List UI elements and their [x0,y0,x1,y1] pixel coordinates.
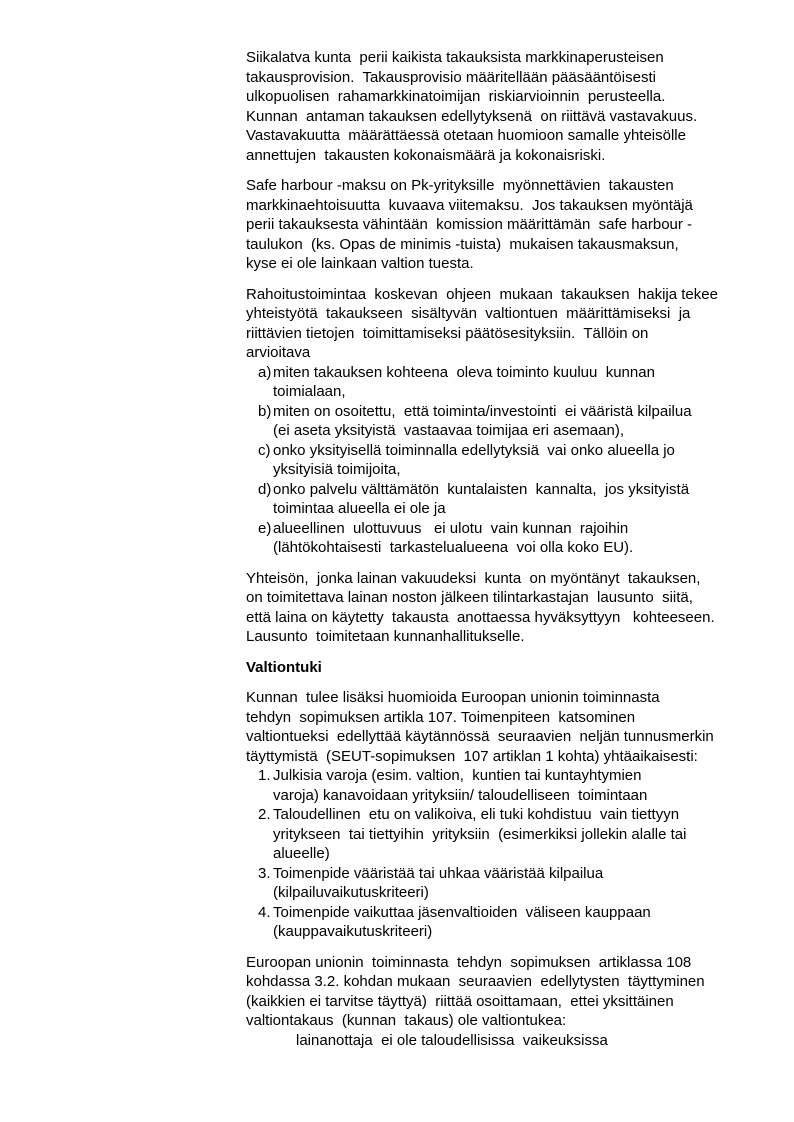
list-item-marker: 2. [258,806,271,823]
list-item [258,519,786,558]
text-line: Euroopan unionin toiminnasta tehdyn sopimuksen artiklassa 108 [246,953,692,971]
text-line: onko yksityisellä toiminnalla edellytyksiä vai onko alueella jo [273,441,675,459]
list-item [258,363,786,402]
text-line: kohdassa 3.2. kohdan mukaan seuraavien edellytysten täyttyminen [246,973,705,990]
text-line: Kunnan tulee lisäksi huomioida Euroopan unionin toiminnasta [246,689,660,706]
text-line: Julkisia varoja (esim. valtion, kuntien tai kuntayhtymien [273,767,642,784]
list-item-marker: b) [258,402,272,420]
text-line: Siikalatva kunta perii kaikista takauksista markkinaperusteisen [246,49,664,66]
text-line: miten on osoitettu, että toiminta/investointi ei vääristä kilpailua [273,402,692,420]
text-line: annettujen takausten kokonaismäärä ja kokonaisriski. [246,146,606,164]
text-line: arvioitava [246,344,311,361]
list-item-text [273,441,786,480]
text-line: ulkopuolisen rahamarkkinatoimijan riskiarvioinnin perusteella. [246,88,666,105]
list-item-marker: d) [258,480,272,498]
list-item-text [273,402,786,441]
list-arviointikohdat [246,363,786,558]
list-item-marker: 3. [258,864,271,882]
text-line: alueelle) [273,845,330,862]
list-item-text [273,766,786,805]
text-line: perii takauksesta vähintään komission määrittämän safe harbour - [246,216,693,233]
text-line: toimialaan, [273,383,346,400]
text-line: taulukon (ks. Opas de minimis -tuista) mukaisen takausmaksun, [246,235,679,253]
list-item-text [273,903,786,942]
text-line: alueellinen ulottuvuus ei ulotu vain kunnan rajoihin [273,519,629,537]
list-item [258,441,786,480]
list-item [258,903,786,942]
text-line: yritykseen tai tiettyihin yrityksiin (esimerkiksi jollekin alalle tai [273,825,687,843]
list-item-text [273,480,786,519]
list-item-marker: a) [258,363,272,381]
text-line: onko palvelu välttämätön kuntalaisten kannalta, jos yksityistä [273,480,690,498]
text-line: takausprovision. Takausprovisio määritellään pääsääntöisesti [246,68,656,86]
list-item-marker: c) [258,441,271,459]
text-line: Lausunto toimitetaan kunnanhallitukselle. [246,628,525,645]
text-line: yhteistyötä takaukseen sisältyvän valtiontuen määrittämiseksi ja [246,305,691,322]
text-line: kyse ei ole lainkaan valtion tuesta. [246,255,474,272]
text-line: tehdyn sopimuksen artikla 107. Toimenpiteen katsominen [246,708,636,726]
text-line: Toimenpide vääristää tai uhkaa vääristää kilpailua [273,864,604,882]
list-item [258,864,786,903]
list-valtiontuen-tunnusmerkit [246,766,786,942]
para-seut-artikla-108 [246,953,786,1031]
list-item-text [273,519,786,558]
text-line: että laina on käytetty takausta anottaessa hyväksyttyyn kohteeseen. [246,608,715,626]
text-line: (ei aseta yksityistä vastaavaa toimijaa eri asemaan), [273,422,624,439]
text-line: Taloudellinen etu on valikoiva, eli tuki kohdistuu vain tiettyyn [273,806,680,823]
para-takausprovisio [246,48,786,165]
list-item [258,805,786,864]
text-line: varoja) kanavoidaan yrityksiin/ taloudelliseen toimintaan [273,786,648,804]
text-line: Kunnan antaman takauksen edellytyksenä on riittävä vastavakuus. [246,107,698,125]
list-item-marker: e) [258,519,272,537]
text-line: toimintaa alueella ei ole ja [273,500,446,517]
text-line: täyttymistä (SEUT-sopimuksen 107 artiklan 1 kohta) yhtäaikaisesti: [246,747,698,765]
text-line: Yhteisön, jonka lainan vakuudeksi kunta on myöntänyt takauksen, [246,569,701,587]
text-line: valtiontakaus (kunnan takaus) ole valtiontukea: [246,1012,567,1029]
heading-valtiontuki: Valtiontuki [246,658,322,676]
para-tilintarkastajan-lausunto [246,569,786,647]
text-line: Safe harbour -maksu on Pk-yrityksille myönnettävien takausten [246,177,674,194]
para-safe-harbour [246,176,786,274]
list-item-text [273,864,786,903]
list-item-marker: 4. [258,903,271,921]
para-valtiontuen-maarittaminen [246,285,786,363]
list-item [258,766,786,805]
text-line: (kaikkien ei tarvitse täyttyä) riittää osoittamaan, ettei yksittäinen [246,992,674,1010]
text-line: Rahoitustoimintaa koskevan ohjeen mukaan takauksen hakija tekee [246,285,718,303]
list-item-text [273,363,786,402]
list-item [258,480,786,519]
text-line: (lähtökohtaisesti tarkastelualueena voi olla koko EU). [273,539,634,556]
document-body [246,48,786,1050]
text-line: riittävien tietojen toimittamiseksi päätösesityksiin. Tällöin on [246,324,649,342]
text-line: (kilpailuvaikutuskriteeri) [273,884,429,901]
text-line: markkinaehtoisuutta kuvaava viitemaksu. Jos takauksen myöntäjä [246,196,693,214]
text-line: yksityisiä toimijoita, [273,461,401,478]
list-item-marker: 1. [258,767,271,784]
list-item [258,402,786,441]
text-line: on toimitettava lainan noston jälkeen tilintarkastajan lausunto siitä, [246,589,693,606]
para-seut-artikla-107 [246,688,786,766]
text-line: miten takauksen kohteena oleva toiminto kuuluu kunnan [273,363,655,381]
text-line: Vastavakuutta määrättäessä otetaan huomioon samalle yhteisölle [246,127,686,144]
text-line: (kauppavaikutuskriteeri) [273,923,433,940]
list-item-text [273,805,786,864]
text-line: valtiontueksi edellyttää käytännössä seuraavien neljän tunnusmerkin [246,728,714,745]
text-line: Toimenpide vaikuttaa jäsenvaltioiden väliseen kauppaan [273,903,651,921]
line-lainanottaja: lainanottaja ei ole taloudellisissa vaikeuksissa [296,1031,608,1049]
